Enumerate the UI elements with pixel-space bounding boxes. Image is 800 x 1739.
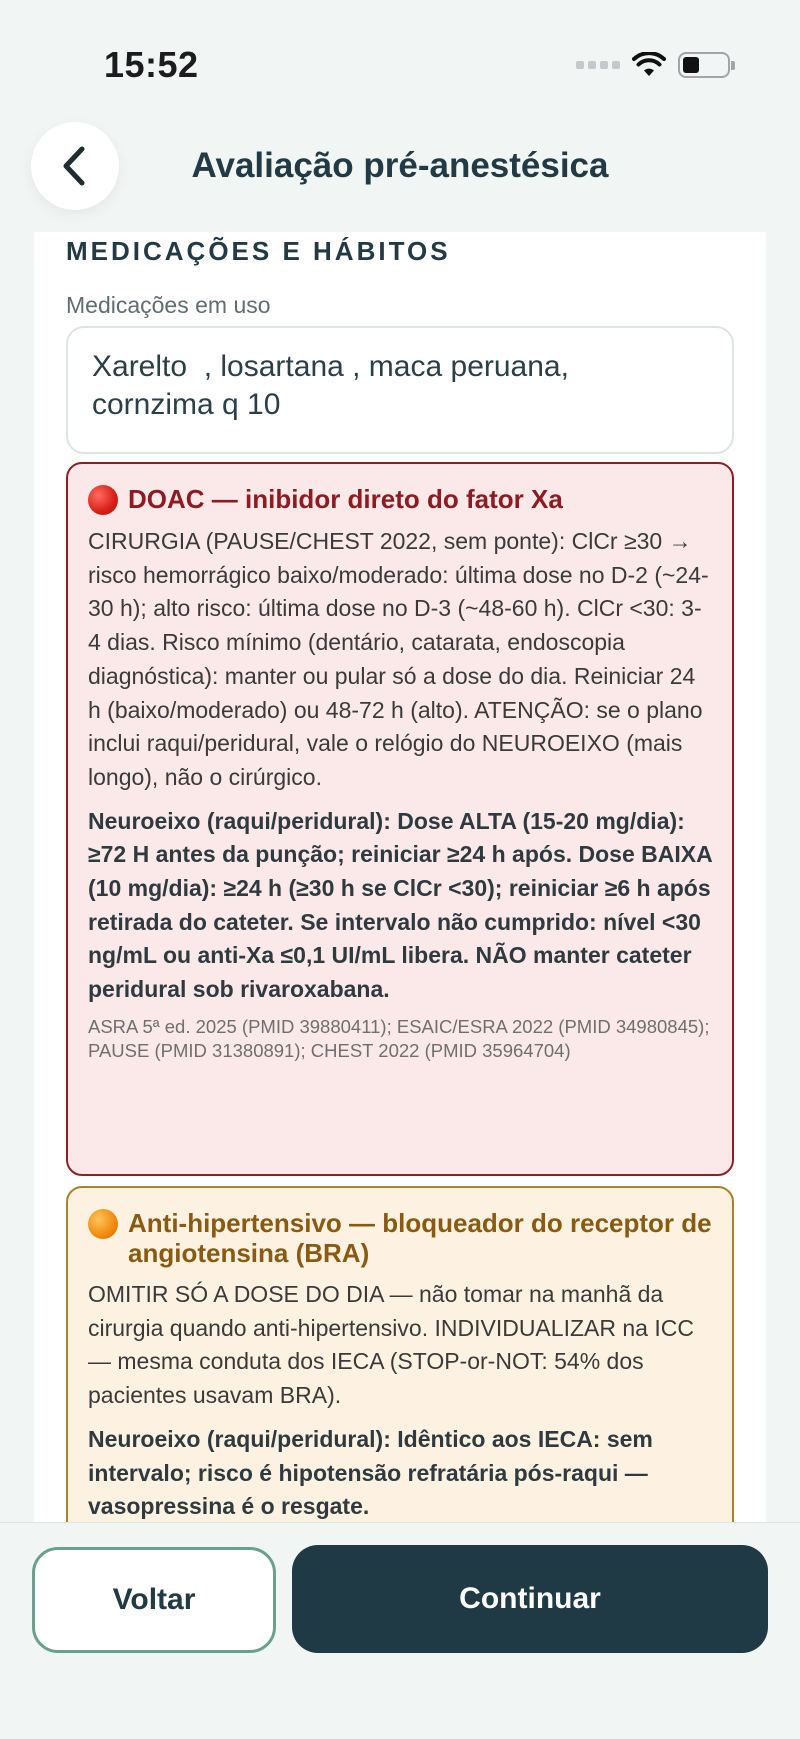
alert-title: Anti-hipertensivo — bloqueador do receptor de angiotensina (BRA) xyxy=(128,1208,712,1268)
alert-references: ASRA 5ª ed. 2025 (PMID 39880411); ESAIC/ESRA 2022 (PMID 34980845); PAUSE (PMID 31380891); CHEST 2022 (PMID 35964704) xyxy=(88,1015,710,1062)
wifi-icon xyxy=(632,52,666,78)
back-footer-button[interactable]: Voltar xyxy=(32,1547,276,1653)
alert-body: OMITIR SÓ A DOSE DO DIA — não tomar na manhã da cirurgia quando anti-hipertensivo. INDIVIDUALIZAR na ICC — mesma conduta dos IECA (STOP-or-NOT: 54% dos pacientes usavam BRA). xyxy=(88,1281,694,1409)
continue-button[interactable]: Continuar xyxy=(292,1545,768,1653)
footer xyxy=(0,1522,800,1739)
alert-doac xyxy=(66,462,734,1176)
alert-ara xyxy=(66,1186,734,1522)
battery-icon xyxy=(678,52,730,78)
status-icons xyxy=(576,48,730,82)
alert-title: DOAC — inibidor direto do fator Xa xyxy=(128,484,563,514)
alert-header xyxy=(88,1208,712,1268)
header xyxy=(0,120,800,230)
section-title: MEDICAÇÕES E HÁBITOS xyxy=(66,236,451,266)
alert-neuraxis: Neuroeixo (raqui/peridural): Dose ALTA (15-20 mg/dia): ≥72 H antes da punção; reiniciar ≥24 h após. Dose BAIXA (10 mg/dia): ≥24 h (≥30 h se ClCr <30); reiniciar ≥6 h após retirada do cateter. Se intervalo não cumprido: nível <30 ng/mL ou anti-Xa ≤0,1 UI/mL libera. NÃO manter cateter peridural sob rivaroxabana. xyxy=(88,807,712,1003)
red-circle-icon xyxy=(88,485,118,515)
status-time: 15:52 xyxy=(104,44,199,85)
medications-input[interactable]: Xarelto , losartana , maca peruana, cornzima q 10 xyxy=(66,326,734,454)
page-title: Avaliação pré-anestésica xyxy=(191,146,609,185)
alert-body: CIRURGIA (PAUSE/CHEST 2022, sem ponte): ClCr ≥30 → risco hemorrágico baixo/moderado: última dose no D-2 (~24-30 h); alto risco: última dose no D-3 (~48-60 h). ClCr <30: 3-4 dias. Risco mínimo (dentário, catarata, endoscopia diagnóstica): manter ou pular só a dose do dia. Reiniciar 24 h (baixo/moderado) ou 48-72 h (alto). ATENÇÃO: se o plano inclui raqui/peridural, vale o relógio do NEUROEIXO (mais longo), não o cirúrgico. xyxy=(88,528,709,790)
alert-header xyxy=(88,484,712,515)
form-card xyxy=(34,232,766,1522)
status-bar xyxy=(0,0,800,130)
orange-circle-icon xyxy=(88,1209,118,1239)
cellular-signal-icon xyxy=(576,61,620,69)
medications-label: Medicações em uso xyxy=(66,292,271,318)
alert-neuraxis: Neuroeixo (raqui/peridural): Idêntico aos IECA: sem intervalo; risco é hipotensão refratária pós-raqui — vasopressina é o resgate. xyxy=(88,1425,653,1520)
